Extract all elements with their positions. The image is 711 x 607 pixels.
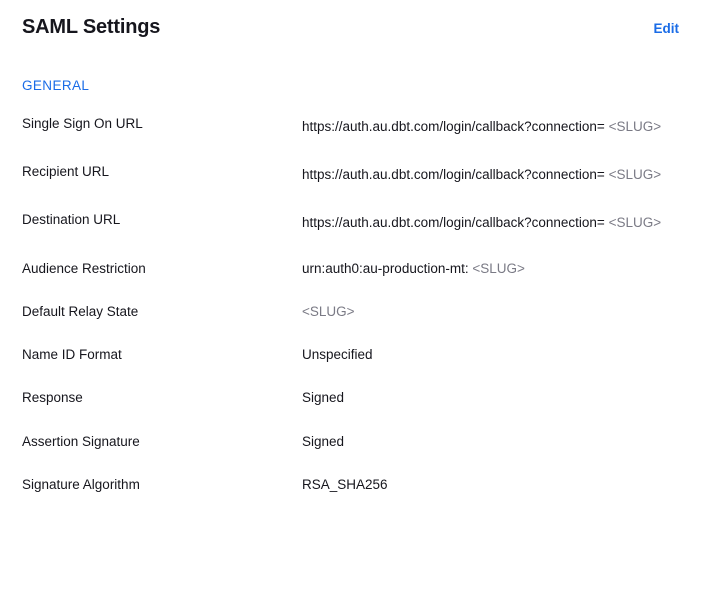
setting-value-text: https://auth.au.dbt.com/login/callback?connection= xyxy=(302,119,609,134)
setting-value-slug: <SLUG> xyxy=(472,260,525,276)
setting-label: Audience Restriction xyxy=(22,260,146,276)
setting-value xyxy=(302,433,344,451)
setting-value-text: https://auth.au.dbt.com/login/callback?connection= xyxy=(302,167,609,183)
setting-value-slug: <SLUG> xyxy=(608,167,662,183)
setting-value-text: Signed xyxy=(302,433,345,449)
setting-value-text: Signed xyxy=(302,390,345,406)
setting-value xyxy=(302,115,661,138)
setting-value xyxy=(302,260,525,278)
setting-label: Destination URL xyxy=(22,212,121,228)
setting-value xyxy=(302,476,388,494)
setting-row xyxy=(22,476,689,494)
setting-row xyxy=(22,211,689,234)
setting-row xyxy=(22,163,689,186)
setting-value-slug: <SLUG> xyxy=(302,303,355,319)
section-heading-general: GENERAL xyxy=(22,78,90,93)
setting-label: Recipient URL xyxy=(22,164,110,180)
setting-row xyxy=(22,346,689,364)
setting-label: Single Sign On URL xyxy=(22,116,143,131)
setting-row xyxy=(22,115,689,138)
settings-list xyxy=(22,115,689,494)
setting-value xyxy=(302,303,355,321)
setting-value xyxy=(302,346,373,364)
setting-row xyxy=(22,433,689,451)
setting-row xyxy=(22,260,689,278)
setting-label: Response xyxy=(22,390,83,406)
page-header xyxy=(22,0,689,39)
setting-row xyxy=(22,389,689,407)
setting-value xyxy=(302,163,661,186)
setting-value-text: Unspecified xyxy=(302,347,373,363)
setting-label: Name ID Format xyxy=(22,347,122,363)
edit-button[interactable]: Edit xyxy=(653,21,679,36)
setting-label: Signature Algorithm xyxy=(22,476,140,492)
setting-value-text: RSA_SHA256 xyxy=(302,476,388,492)
setting-value xyxy=(302,389,344,407)
page-title: SAML Settings xyxy=(22,16,161,38)
setting-value-text: urn:auth0:au-production-mt: xyxy=(302,260,473,276)
setting-value xyxy=(302,211,661,234)
setting-row xyxy=(22,303,689,321)
setting-label: Assertion Signature xyxy=(22,433,140,449)
setting-value-text: https://auth.au.dbt.com/login/callback?connection= xyxy=(302,215,609,231)
setting-value-slug: <SLUG> xyxy=(608,215,662,231)
setting-label: Default Relay State xyxy=(22,303,139,319)
setting-value-slug: <SLUG> xyxy=(608,119,662,134)
